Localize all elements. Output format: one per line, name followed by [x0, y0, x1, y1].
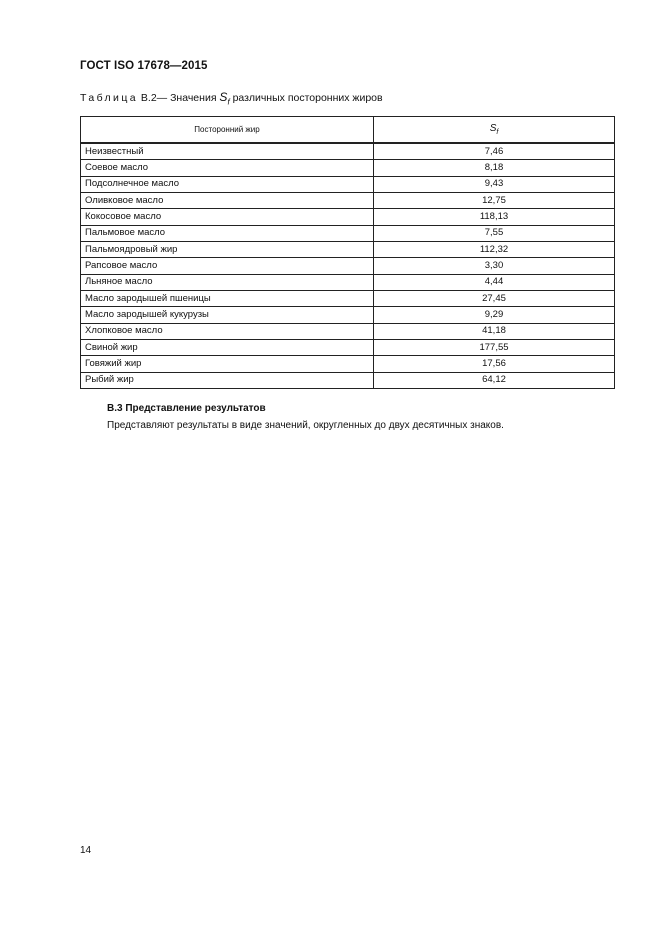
fat-name: Подсолнечное масло: [81, 176, 374, 192]
sf-value: 3,30: [374, 258, 615, 274]
table-row: [81, 242, 615, 258]
fat-name: Пальмовое масло: [81, 225, 374, 241]
table-row: [81, 193, 615, 209]
table-row: [81, 323, 615, 339]
table-row: [81, 307, 615, 323]
column-header-sf-sub: f: [496, 129, 499, 136]
sf-value: 7,55: [374, 225, 615, 241]
table-row: [81, 143, 615, 160]
table-row: [81, 356, 615, 372]
table-row: [81, 258, 615, 274]
table-header-row: [81, 117, 615, 144]
sf-value: 177,55: [374, 340, 615, 356]
table-caption-symbol-sub: f: [227, 97, 230, 107]
table-caption-number: B.2: [140, 92, 157, 104]
section-paragraph: Представляют результаты в виде значений, округленных до двух десятичных знаков.: [107, 420, 504, 431]
sf-value: 118,13: [374, 209, 615, 225]
fat-name: Соевое масло: [81, 160, 374, 176]
table-row: [81, 340, 615, 356]
table-row: [81, 291, 615, 307]
column-header-sf: [374, 117, 615, 144]
page-number: 14: [80, 845, 92, 856]
table-caption-label: Таблица: [80, 92, 138, 104]
sf-value: 27,45: [374, 291, 615, 307]
fat-name: Кокосовое масло: [81, 209, 374, 225]
table-row: [81, 274, 615, 290]
table-caption-symbol-letter: S: [219, 90, 228, 104]
table-caption-symbol: [219, 90, 230, 107]
table-row: [81, 160, 615, 176]
column-header-sf-letter: S: [489, 123, 497, 134]
fat-name: Масло зародышей кукурузы: [81, 307, 374, 323]
sf-value: 41,18: [374, 323, 615, 339]
sf-value: 4,44: [374, 274, 615, 290]
column-header-fat: Посторонний жир: [81, 117, 374, 144]
fat-name: Говяжий жир: [81, 356, 374, 372]
sf-value: 12,75: [374, 193, 615, 209]
document-header: ГОСТ ISO 17678—2015: [80, 60, 208, 72]
sf-value: 17,56: [374, 356, 615, 372]
sf-value: 64,12: [374, 372, 615, 388]
fat-name: Рапсовое масло: [81, 258, 374, 274]
table-caption-prefix: — Значения: [156, 92, 220, 104]
table-row: [81, 176, 615, 192]
fat-name: Оливковое масло: [81, 193, 374, 209]
fat-name: Рыбий жир: [81, 372, 374, 388]
table-caption: [80, 90, 383, 106]
sf-value: 9,43: [374, 176, 615, 192]
table-caption-suffix: различных посторонних жиров: [229, 92, 383, 104]
fat-name: Масло зародышей пшеницы: [81, 291, 374, 307]
fat-name: Неизвестный: [81, 143, 374, 160]
sf-value: 8,18: [374, 160, 615, 176]
fat-name: Свиной жир: [81, 340, 374, 356]
sf-value: 7,46: [374, 143, 615, 160]
table-row: [81, 225, 615, 241]
sf-value: 112,32: [374, 242, 615, 258]
sf-value: 9,29: [374, 307, 615, 323]
table-row: [81, 209, 615, 225]
section-title: В.3 Представление результатов: [107, 403, 266, 414]
table-row: [81, 372, 615, 388]
fat-name: Льняное масло: [81, 274, 374, 290]
fats-table: [80, 116, 615, 389]
fat-name: Пальмоядровый жир: [81, 242, 374, 258]
fat-name: Хлопковое масло: [81, 323, 374, 339]
